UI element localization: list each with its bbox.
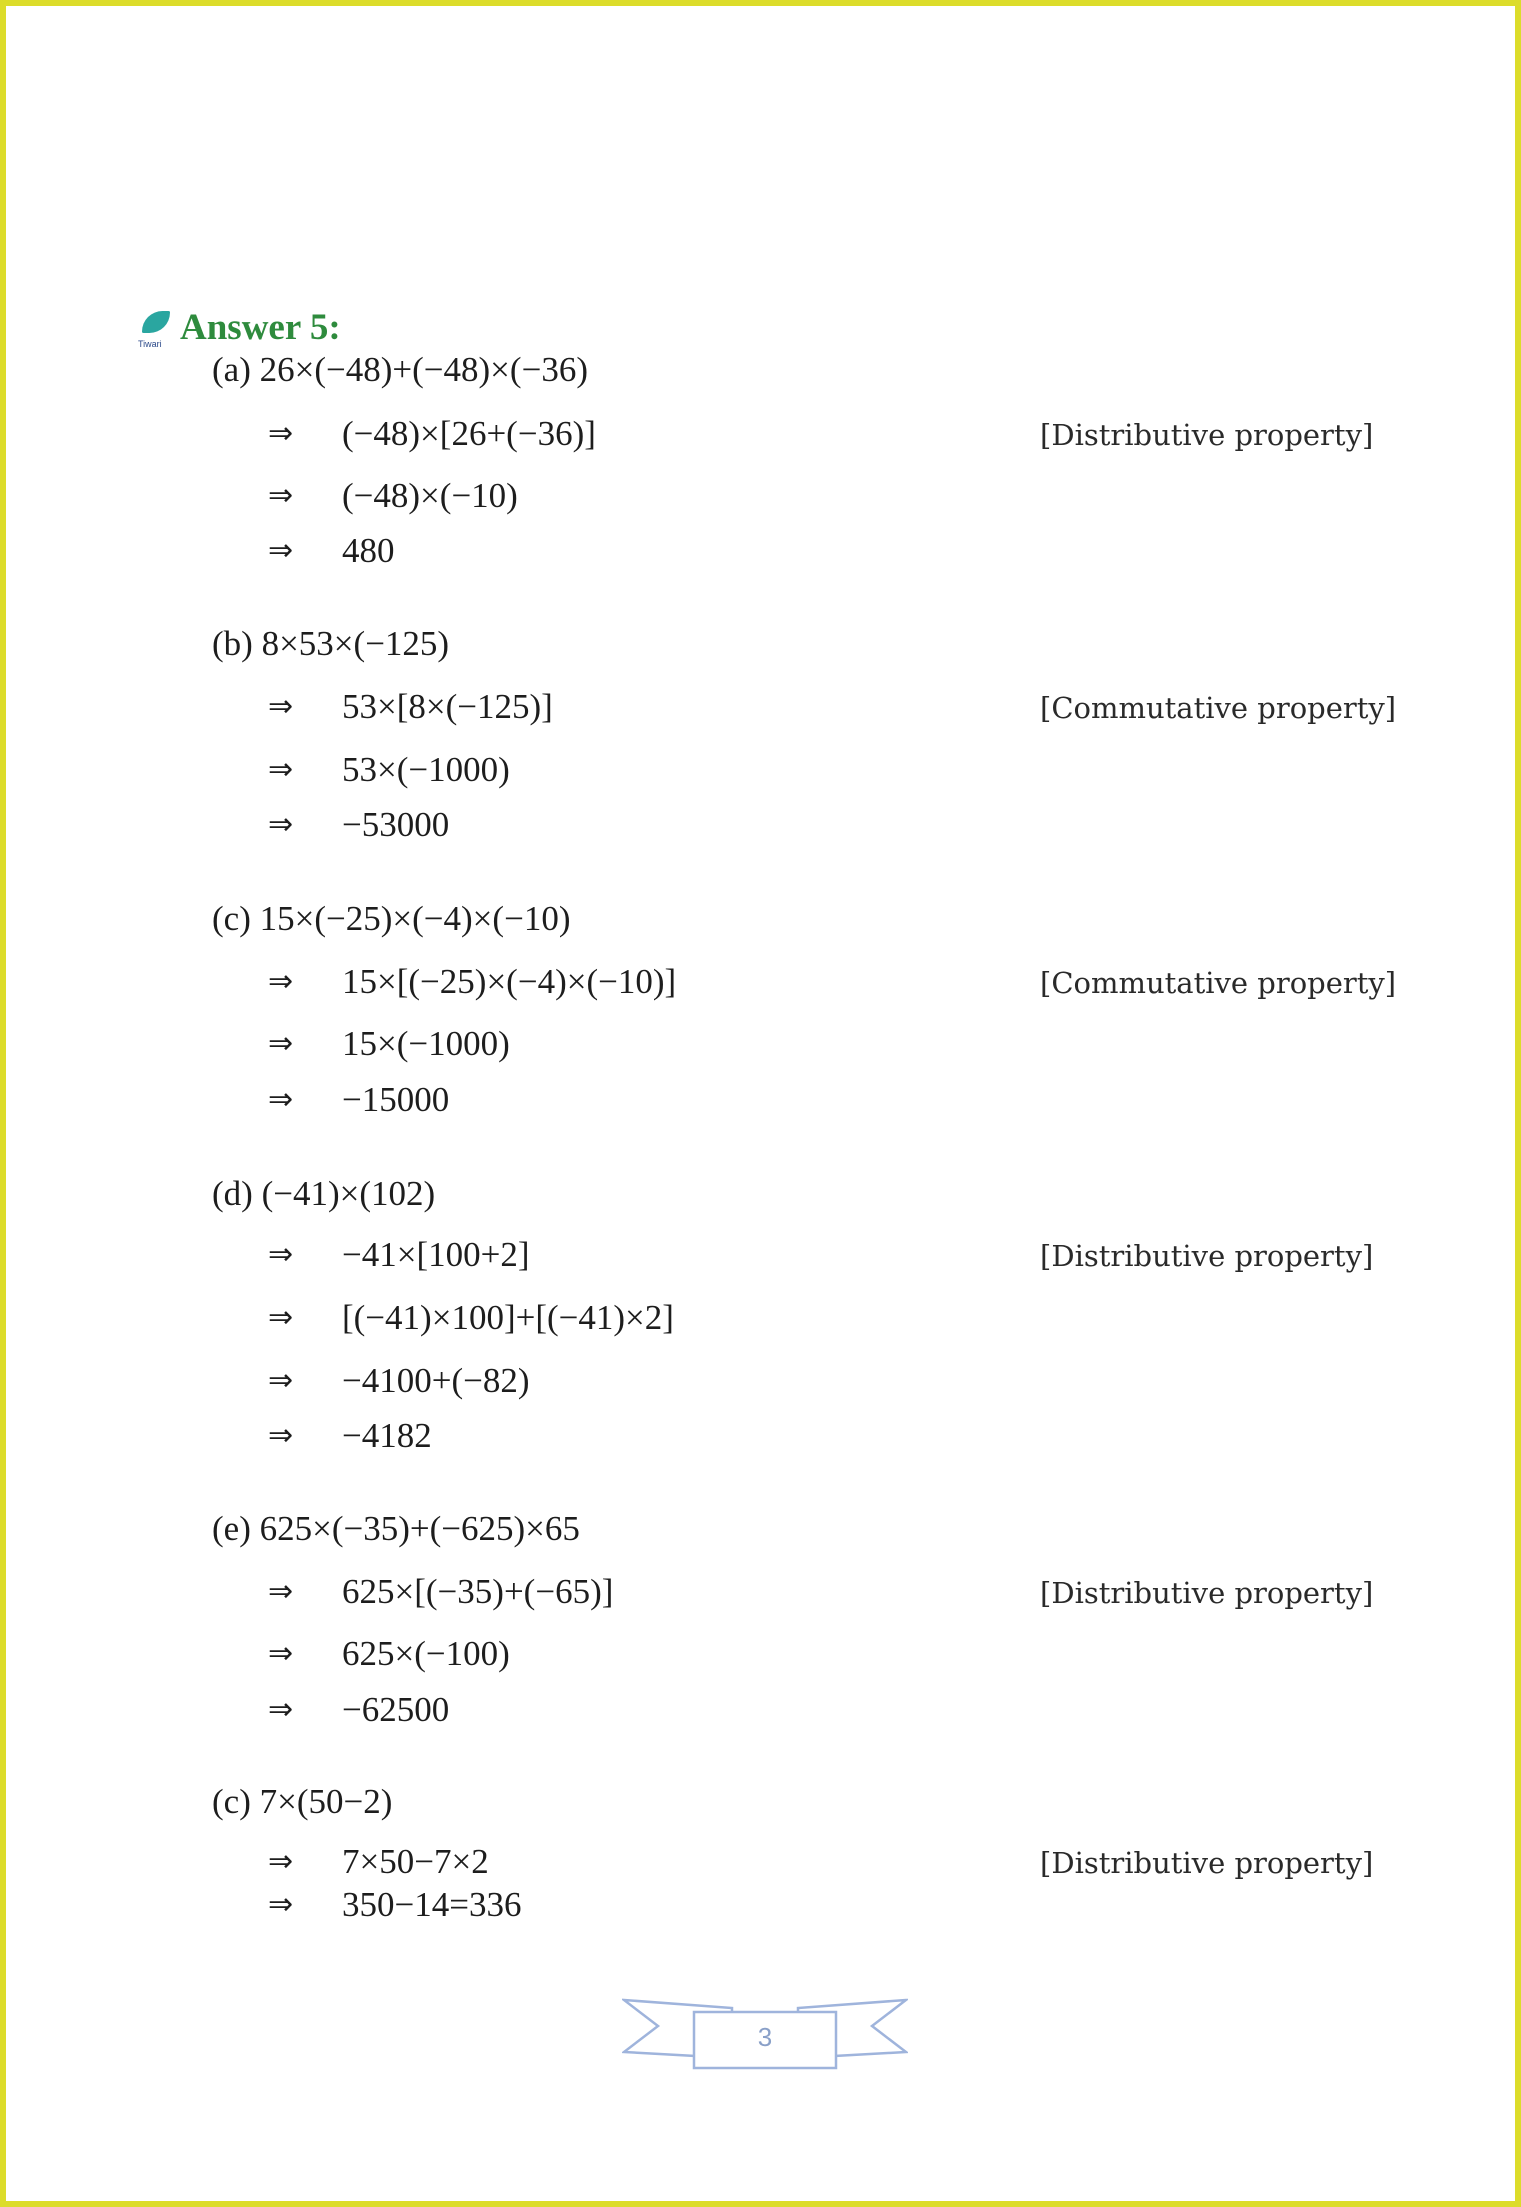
question-line bbox=[212, 1174, 435, 1214]
implies-arrow-icon: ⇒ bbox=[268, 478, 294, 513]
part-label: (c) bbox=[212, 1782, 251, 1821]
property-note: [Distributive property] bbox=[1040, 1846, 1374, 1880]
step-expression: [(−41)×100]+[(−41)×2] bbox=[342, 1298, 674, 1337]
step-expression: 350−14=336 bbox=[342, 1885, 522, 1924]
answer-title: Answer 5: bbox=[180, 307, 341, 348]
step-expression: −4182 bbox=[342, 1416, 432, 1455]
part-label: (e) bbox=[212, 1509, 251, 1548]
implies-arrow-icon: ⇒ bbox=[268, 1418, 294, 1453]
question-expression: 26×(−48)+(−48)×(−36) bbox=[259, 350, 588, 389]
implies-arrow-icon: ⇒ bbox=[268, 1574, 294, 1609]
step-expression: 15×(−1000) bbox=[342, 1024, 510, 1063]
page-number: 3 bbox=[757, 2022, 773, 2052]
leaf-icon bbox=[142, 311, 170, 333]
question-expression: (−41)×(102) bbox=[261, 1174, 436, 1213]
answer-header bbox=[138, 306, 341, 349]
implies-arrow-icon: ⇒ bbox=[268, 1237, 294, 1272]
step-expression: 53×(−1000) bbox=[342, 750, 510, 789]
step-expression: −53000 bbox=[342, 805, 450, 844]
implies-arrow-icon: ⇒ bbox=[268, 533, 294, 568]
implies-arrow-icon: ⇒ bbox=[268, 1082, 294, 1117]
step-expression: −41×[100+2] bbox=[342, 1235, 530, 1274]
question-expression: 625×(−35)+(−625)×65 bbox=[259, 1509, 580, 1548]
part-label: (c) bbox=[212, 899, 251, 938]
step-expression: −4100+(−82) bbox=[342, 1361, 530, 1400]
part-label: (b) bbox=[212, 624, 253, 663]
document-page bbox=[6, 6, 1515, 2201]
tiwari-logo-icon bbox=[138, 311, 172, 349]
question-expression: 8×53×(−125) bbox=[261, 624, 450, 663]
step-expression: 625×[(−35)+(−65)] bbox=[342, 1572, 614, 1611]
part-label: (d) bbox=[212, 1174, 253, 1213]
implies-arrow-icon: ⇒ bbox=[268, 689, 294, 724]
step-expression: −15000 bbox=[342, 1080, 450, 1119]
step-expression: 625×(−100) bbox=[342, 1634, 510, 1673]
question-line bbox=[212, 350, 588, 390]
question-expression: 15×(−25)×(−4)×(−10) bbox=[259, 899, 571, 938]
question-expression: 7×(50−2) bbox=[259, 1782, 393, 1821]
implies-arrow-icon: ⇒ bbox=[268, 1300, 294, 1335]
step-expression: 53×[8×(−125)] bbox=[342, 687, 553, 726]
page-number-banner bbox=[622, 1996, 908, 2076]
step-expression: 15×[(−25)×(−4)×(−10)] bbox=[342, 962, 677, 1001]
property-note: [Commutative property] bbox=[1040, 966, 1397, 1000]
property-note: [Distributive property] bbox=[1040, 1576, 1374, 1610]
question-line bbox=[212, 899, 570, 939]
step-expression: (−48)×[26+(−36)] bbox=[342, 414, 596, 453]
implies-arrow-icon: ⇒ bbox=[268, 807, 294, 842]
property-note: [Distributive property] bbox=[1040, 1239, 1374, 1273]
implies-arrow-icon: ⇒ bbox=[268, 416, 294, 451]
implies-arrow-icon: ⇒ bbox=[268, 1844, 294, 1879]
question-line bbox=[212, 1509, 580, 1549]
step-expression: −62500 bbox=[342, 1690, 450, 1729]
implies-arrow-icon: ⇒ bbox=[268, 1887, 294, 1922]
implies-arrow-icon: ⇒ bbox=[268, 1026, 294, 1061]
implies-arrow-icon: ⇒ bbox=[268, 1636, 294, 1671]
implies-arrow-icon: ⇒ bbox=[268, 964, 294, 999]
implies-arrow-icon: ⇒ bbox=[268, 1363, 294, 1398]
step-expression: (−48)×(−10) bbox=[342, 476, 518, 515]
step-expression: 7×50−7×2 bbox=[342, 1842, 489, 1881]
implies-arrow-icon: ⇒ bbox=[268, 1692, 294, 1727]
question-line bbox=[212, 1782, 392, 1822]
property-note: [Distributive property] bbox=[1040, 418, 1374, 452]
property-note: [Commutative property] bbox=[1040, 691, 1397, 725]
step-expression: 480 bbox=[342, 531, 395, 570]
logo-text: Tiwari bbox=[138, 339, 162, 349]
part-label: (a) bbox=[212, 350, 251, 389]
implies-arrow-icon: ⇒ bbox=[268, 752, 294, 787]
question-line bbox=[212, 624, 449, 664]
